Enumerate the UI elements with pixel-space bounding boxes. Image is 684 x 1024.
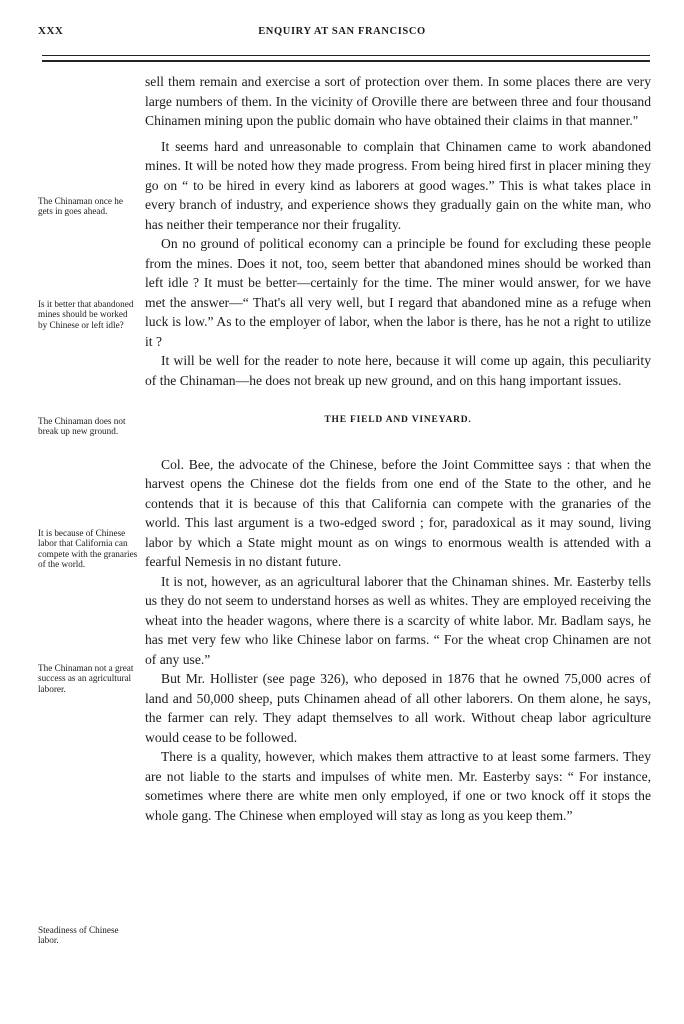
sidenote-steadiness: Steadiness of Chinese labor. — [38, 925, 119, 946]
header-rule-thick — [42, 60, 650, 62]
sidenote-gets-in: The Chinaman once he gets in goes ahead. — [38, 196, 123, 217]
main-text — [145, 72, 651, 825]
running-head: ENQUIRY AT SAN FRANCISCO — [258, 26, 426, 37]
paragraph-hollister: But Mr. Hollister (see page 326), who deposed in 1876 that he owned 75,000 acres of land and 50,000 sheep, puts Chinamen ahead of all other laborers. On them alone, he says, the farmer can rely. They adapt themselves to all work. Without cheap labor agriculture would cease to be followed. — [145, 671, 651, 745]
header-rule — [42, 55, 650, 56]
sidenote-agricultural: The Chinaman not a great success as an agricultural laborer. — [38, 663, 134, 694]
sidenote-new-ground: The Chinaman does not break up new ground. — [38, 416, 126, 437]
sidenote-abandoned: Is it better that abandoned mines should be worked by Chinese or left idle? — [38, 299, 134, 330]
paragraph-quality: There is a quality, however, which makes them attractive to at least some farmers. They are not liable to the starts and impulses of white men. Mr. Easterby says: “ For instance, sometimes where there are white men only employed, if one or two knock off it stops the whole gang. The Chinese when employed will stay as long as you keep them.” — [145, 749, 651, 823]
paragraph-abandoned-mines: It seems hard and unreasonable to complain that Chinamen came to work abandoned mines. It will be noted how they made progress. From being hired first in placer mining they go on “ to be hired in every kind as laborers at good wages.” This is what takes place in every branch of industry, and experience shows they gradually gain on the white man, who has neither their temperance nor their frugality. — [145, 138, 651, 232]
paragraph-peculiarity: It will be well for the reader to note here, because it will come up again, this peculiarity of the Chinaman—he does not break up new ground, and on this hang important issues. — [145, 353, 651, 388]
paragraph-col-bee: Col. Bee, the advocate of the Chinese, before the Joint Committee says : that when the harvest opens the Chinese dot the fields from one end of the State to the other, and he contends that it is because of this that California can compete with the granaries of the world. This last argument is a two-edged sword ; for, paradoxical as it may sound, living labor by which a State might mount as on wings to enormous wealth is attended with a fearful Nemesis in no distant future. — [145, 456, 651, 569]
paragraph-agricultural: It is not, however, as an agricultural laborer that the Chinaman shines. Mr. Easterby tells us they do not seem to understand horses as well as whites. They are employed receiving the wheat into the header wagons, where there is a scarcity of white labor. Mr. Badlam says, he has met very few who like Chinese labor on farms. “ For the wheat crop Chinamen are not of any use.” — [145, 573, 651, 667]
sidenote-granaries: It is because of Chinese labor that California can compete with the granaries of the world. — [38, 528, 138, 570]
paragraph-political-economy: On no ground of political economy can a principle be found for excluding these people from the mines. Does it not, too, seem better that abandoned mines should be worked than left idle ? It must be better—certainly for the time. The miner would answer, for we have met the answer—“ That's all very well, but I regard that abandoned mine as a refuge when luck is low.” As to the employer of labor, when the labor is there, has he not a right to utilize it ? — [145, 236, 651, 349]
paragraph-quote-end: sell them remain and exercise a sort of protection over them. In some places there are very large numbers of them. In the vicinity of Oroville there are between three and four thousand Chinamen mining upon the public domain who have obtained their claims in that manner." — [145, 74, 651, 128]
page-number: XXX — [38, 25, 64, 37]
section-heading: THE FIELD AND VINEYARD. — [324, 415, 472, 425]
